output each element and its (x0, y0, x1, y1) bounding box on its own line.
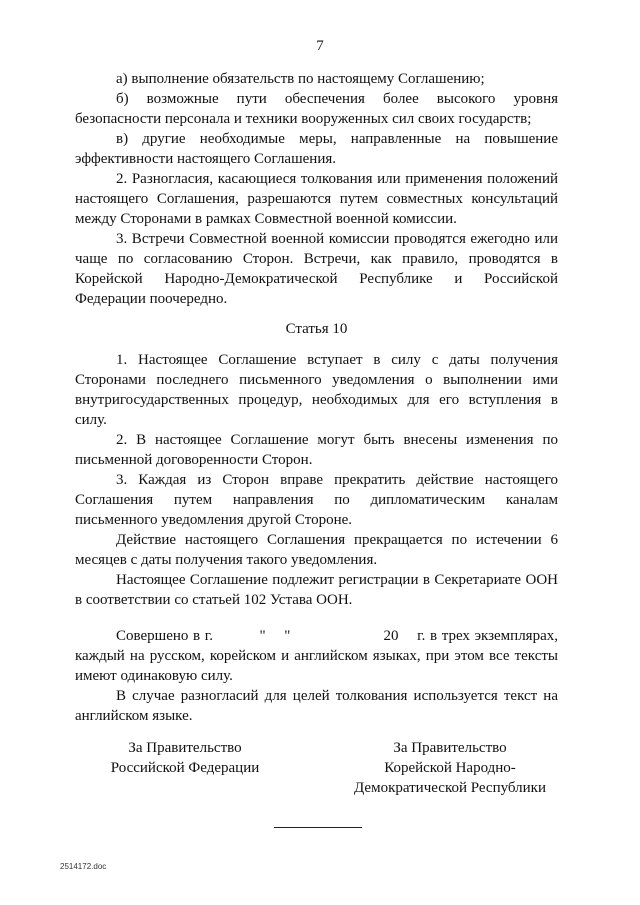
signature-dprk-line1: За Правительство (393, 740, 507, 756)
end-of-text-rule (274, 827, 362, 828)
signature-russia (75, 738, 295, 798)
signature-block (75, 738, 558, 798)
paragraph-item-c: в) другие необходимые меры, направленные на повышение эффективности настоящего Соглашения. (75, 131, 558, 167)
signature-russia-line2: Российской Федерации (110, 760, 260, 776)
paragraph-item-a: а) выполнение обязательств по настоящему Соглашению; (116, 71, 485, 87)
signature-dprk (330, 738, 570, 798)
article-paragraph-3: 3. Каждая из Сторон вправе прекратить действие настоящего Соглашения путем направления по дипломатическим каналам письменного уведомления другой Стороне. (75, 472, 558, 528)
article-paragraph-2: 2. В настоящее Соглашение могут быть внесены изменения по письменной договоренности Сторон. (75, 432, 558, 468)
signature-dprk-line2: Корейской Народно- (384, 760, 516, 776)
article-heading: Статья 10 (285, 321, 348, 337)
article-paragraph-registration: Настоящее Соглашение подлежит регистрации в Секретариате ООН в соответствии со статьей 102 Устава ООН. (75, 572, 558, 608)
signature-dprk-line3: Демократической Республики (354, 780, 546, 796)
paragraph-item-b: б) возможные пути обеспечения более высокого уровня безопасности персонала и техники вооруженных сил своих государств; (75, 91, 558, 127)
article-paragraph-1: 1. Настоящее Соглашение вступает в силу с даты получения Сторонами последнего письменного уведомления о выполнении ими внутригосударственных процедур, необходимых для его вступления в силу. (75, 352, 558, 428)
signature-russia-line1: За Правительство (128, 740, 242, 756)
paragraph-clause-3: 3. Встречи Совместной военной комиссии проводятся ежегодно или чаще по согласованию Сторон. Встречи, как правило, проводятся в Корейской Народно-Демократической Республике и Российской Федерации поочередно. (75, 231, 558, 307)
divergence-paragraph: В случае разногласий для целей толкования используется текст на английском языке. (75, 688, 558, 724)
file-reference: 2514172.doc (60, 862, 107, 871)
paragraph-clause-2: 2. Разногласия, касающиеся толкования или применения положений настоящего Соглашения, разрешаются путем совместных консультаций между Сторонами в рамках Совместной военной комиссии. (75, 171, 558, 227)
done-at-paragraph: Совершено в г. " " 20 г. в трех экземплярах, каждый на русском, корейском и английском языках, при этом все тексты имеют одинаковую силу. (75, 628, 562, 684)
page-number: 7 (316, 38, 324, 54)
document-body (75, 69, 562, 726)
article-paragraph-termination: Действие настоящего Соглашения прекращается по истечении 6 месяцев с даты получения такого уведомления. (75, 532, 558, 568)
